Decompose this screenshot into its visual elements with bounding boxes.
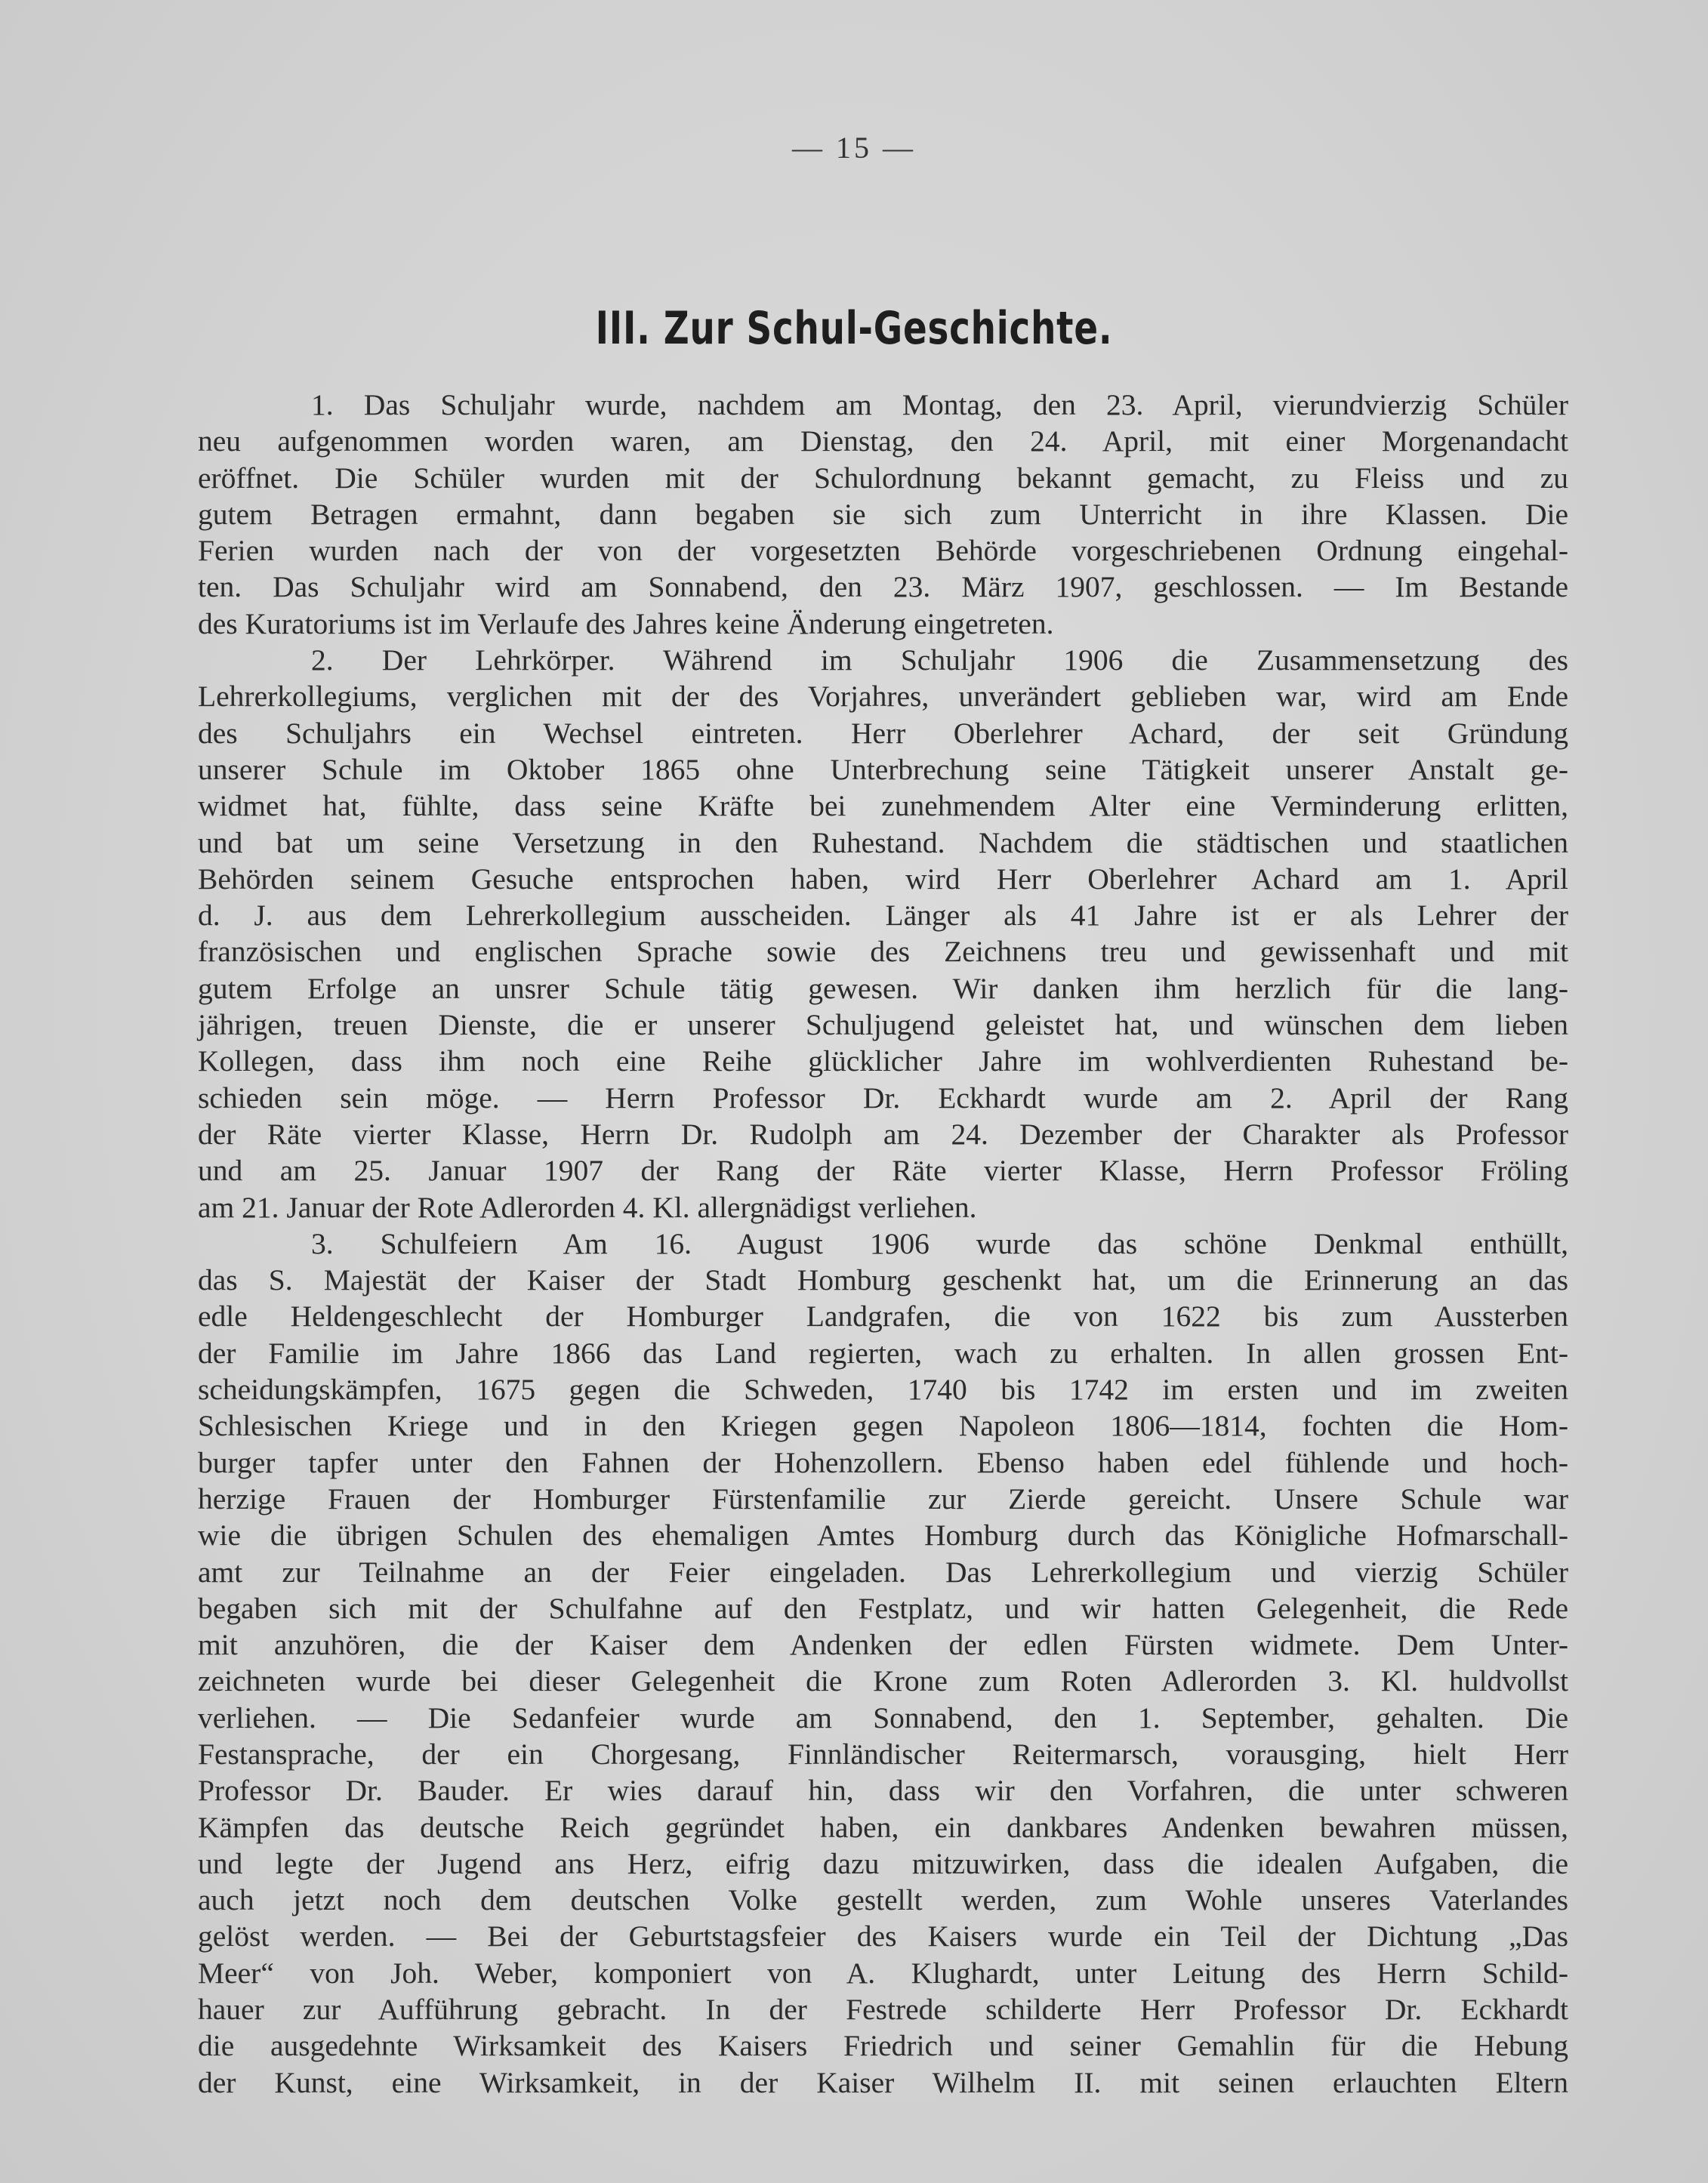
text-line: Festansprache, der ein Chorgesang, Finnländischer Reitermarsch, vorausging, hielt Herr — [198, 1737, 1568, 1771]
text-line: der Kunst, eine Wirksamkeit, in der Kaiser Wilhelm II. mit seinen erlauchten Eltern — [198, 2065, 1568, 2099]
text-line: ten. Das Schuljahr wird am Sonnabend, den 23. März 1907, geschlossen. — Im Bestande — [198, 570, 1568, 604]
text-line: gutem Erfolge an unsrer Schule tätig gewesen. Wir danken ihm herzlich für die lang- — [198, 971, 1568, 1005]
text-line: edle Heldengeschlecht der Homburger Landgrafen, die von 1622 bis zum Aussterben — [198, 1300, 1568, 1334]
text-line: widmet hat, fühlte, dass seine Kräfte bei zunehmendem Alter eine Verminderung erlitten, — [198, 789, 1568, 823]
text-line: Lehrerkollegiums, verglichen mit der des Vorjahres, unverändert geblieben war, wird am Ende — [198, 680, 1568, 714]
text-line: burger tapfer unter den Fahnen der Hohenzollern. Ebenso haben edel fühlende und hoch- — [198, 1445, 1568, 1479]
text-line: Kollegen, dass ihm noch eine Reihe glücklicher Jahre im wohlverdienten Ruhestand be- — [198, 1044, 1568, 1078]
text-line: Ferien wurden nach der von der vorgesetzten Behörde vorgeschriebenen Ordnung eingehal- — [198, 534, 1568, 568]
text-line: hauer zur Aufführung gebracht. In der Festrede schilderte Herr Professor Dr. Eckhardt — [198, 1993, 1568, 2027]
text-line: jährigen, treuen Dienste, die er unserer Schuljugend geleistet hat, und wünschen dem lieben — [198, 1008, 1568, 1042]
text-line: mit anzuhören, die der Kaiser dem Andenken der edlen Fürsten widmete. Dem Unter- — [198, 1628, 1568, 1662]
text-line: schieden sein möge. — Herrn Professor Dr. Eckhardt wurde am 2. April der Rang — [198, 1081, 1568, 1115]
text-line: amt zur Teilnahme an der Feier eingeladen. Das Lehrerkollegium und vierzig Schüler — [198, 1555, 1568, 1589]
text-line: 3. Schulfeiern Am 16. August 1906 wurde das schöne Denkmal enthüllt, — [311, 1226, 1568, 1260]
text-line: Professor Dr. Bauder. Er wies darauf hin, dass wir den Vorfahren, die unter schweren — [198, 1774, 1568, 1808]
text-line: der Räte vierter Klasse, Herrn Dr. Rudolph am 24. Dezember der Charakter als Professor — [198, 1117, 1568, 1151]
text-line: begaben sich mit der Schulfahne auf den Festplatz, und wir hatten Gelegenheit, die Rede — [198, 1591, 1568, 1625]
text-line: 1. Das Schuljahr wurde, nachdem am Montag, den 23. April, vierundvierzig Schüler — [311, 388, 1568, 421]
text-line: französischen und englischen Sprache sowie des Zeichnens treu und gewissenhaft und mit — [198, 935, 1568, 969]
text-line: unserer Schule im Oktober 1865 ohne Unterbrechung seine Tätigkeit unserer Anstalt ge- — [198, 752, 1568, 786]
page-number: — 15 — — [792, 131, 916, 165]
text-line: Schlesischen Kriege und in den Kriegen gegen Napoleon 1806—1814, fochten die Hom- — [198, 1409, 1568, 1443]
text-line: und am 25. Januar 1907 der Rang der Räte vierter Klasse, Herrn Professor Fröling — [198, 1154, 1568, 1188]
text-line: Meer“ von Joh. Weber, komponiert von A. Klughardt, unter Leitung des Herrn Schild- — [198, 1956, 1568, 1990]
text-line: Behörden seinem Gesuche entsprochen haben, wird Herr Oberlehrer Achard am 1. April — [198, 862, 1568, 896]
body-text — [198, 387, 1568, 2101]
text-line: gutem Betragen ermahnt, dann begaben sie sich zum Unterricht in ihre Klassen. Die — [198, 497, 1568, 531]
text-line: auch jetzt noch dem deutschen Volke gestellt werden, zum Wohle unseres Vaterlandes — [198, 1883, 1568, 1917]
text-line: wie die übrigen Schulen des ehemaligen Amtes Homburg durch das Königliche Hofmarschall- — [198, 1519, 1568, 1552]
text-line: eröffnet. Die Schüler wurden mit der Schulordnung bekannt gemacht, zu Fleiss und zu — [198, 461, 1568, 495]
text-line: des Schuljahrs ein Wechsel eintreten. Herr Oberlehrer Achard, der seit Gründung — [198, 716, 1568, 750]
text-line: Kämpfen das deutsche Reich gegründet haben, ein dankbares Andenken bewahren müssen, — [198, 1810, 1568, 1844]
text-line: das S. Majestät der Kaiser der Stadt Homburg geschenkt hat, um die Erinnerung an das — [198, 1263, 1568, 1297]
text-line: 2. Der Lehrkörper. Während im Schuljahr 1906 die Zusammensetzung des — [311, 643, 1568, 677]
text-line: zeichneten wurde bei dieser Gelegenheit die Krone zum Roten Adlerorden 3. Kl. huldvollst — [198, 1664, 1568, 1698]
text-line: der Familie im Jahre 1866 das Land regierten, wach zu erhalten. In allen grossen Ent- — [198, 1336, 1568, 1370]
text-line: die ausgedehnte Wirksamkeit des Kaisers Friedrich und seiner Gemahlin für die Hebung — [198, 2029, 1568, 2063]
text-line: scheidungskämpfen, 1675 gegen die Schweden, 1740 bis 1742 im ersten und im zweiten — [198, 1373, 1568, 1407]
section-title: III. Zur Schul-Geschichte. — [595, 302, 1113, 355]
text-line: d. J. aus dem Lehrerkollegium ausscheiden. Länger als 41 Jahre ist er als Lehrer der — [198, 899, 1568, 933]
text-line: und legte der Jugend ans Herz, eifrig dazu mitzuwirken, dass die idealen Aufgaben, die — [198, 1846, 1568, 1880]
text-line: und bat um seine Versetzung in den Ruhestand. Nachdem die städtischen und staatlichen — [198, 825, 1568, 859]
text-line: gelöst werden. — Bei der Geburtstagsfeier des Kaisers wurde ein Teil der Dichtung „Das — [198, 1919, 1568, 1953]
text-line: herzige Frauen der Homburger Fürstenfamilie zur Zierde gereicht. Unsere Schule war — [198, 1482, 1568, 1515]
text-line: verliehen. — Die Sedanfeier wurde am Sonnabend, den 1. September, gehalten. Die — [198, 1700, 1568, 1734]
text-line: des Kuratoriums ist im Verlaufe des Jahres keine Änderung eingetreten. — [198, 606, 1054, 640]
text-line: neu aufgenommen worden waren, am Dienstag, den 24. April, mit einer Morgenandacht — [198, 424, 1568, 458]
text-line: am 21. Januar der Rote Adlerorden 4. Kl. allergnädigst verliehen. — [198, 1190, 977, 1224]
